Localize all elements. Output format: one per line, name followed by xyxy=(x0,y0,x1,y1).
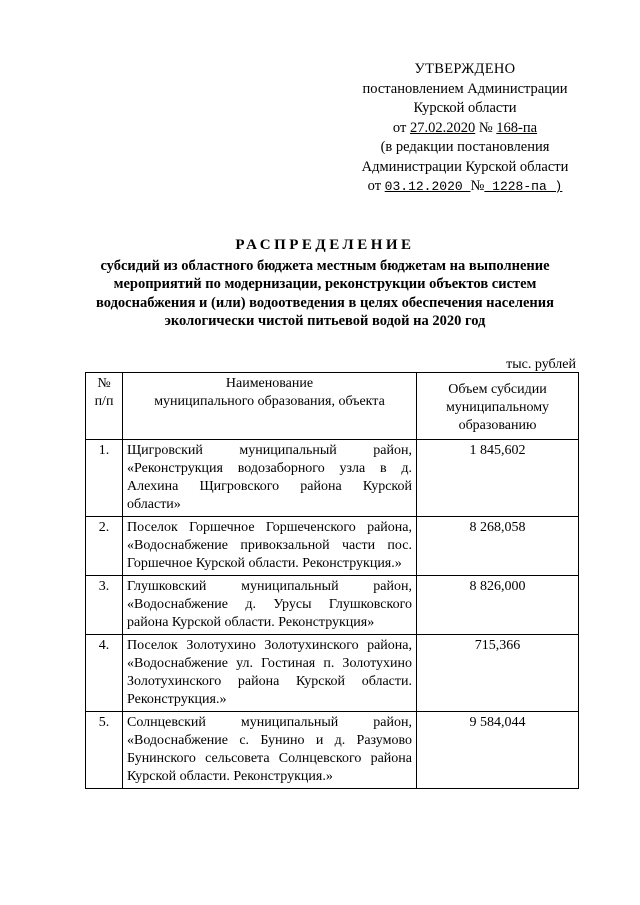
header-number xyxy=(86,373,123,440)
row-number: 1. xyxy=(86,440,123,517)
subsidy-table xyxy=(85,372,579,789)
heading-line-4: экологически чистой питьевой водой на 2020 год xyxy=(164,313,486,329)
table-row xyxy=(86,712,579,789)
row-sum: 8 826,000 xyxy=(417,576,579,635)
units-label: тыс. рублей xyxy=(506,357,576,372)
row-number: 2. xyxy=(86,517,123,576)
approval-date: 27.02.2020 xyxy=(409,119,476,136)
approval-date-prefix: от xyxy=(392,119,410,136)
approval-number-prefix: № xyxy=(475,119,497,136)
table-row xyxy=(86,635,579,712)
approval-number: 168-па xyxy=(496,119,538,136)
header-number-line-2: п/п xyxy=(94,394,114,409)
row-sum: 9 584,044 xyxy=(417,712,579,789)
heading-line-2: мероприятий по модернизации, реконструкции объектов систем xyxy=(113,276,537,292)
approval-title: УТВЕРЖДЕНО xyxy=(414,61,516,77)
row-sum: 715,366 xyxy=(417,635,579,712)
heading-line-3: водоснабжения и (или) водоотведения в целях обеспечения населения xyxy=(96,294,554,311)
approval-line-6: Администрации Курской области xyxy=(361,158,569,175)
revision-number: 1228-па ) xyxy=(484,179,563,194)
approval-stamp xyxy=(330,60,600,197)
header-name-line-1: Наименование xyxy=(225,376,314,391)
revision-date: 03.12.2020 xyxy=(384,179,471,194)
header-name-line-2: муниципального образования, объекта xyxy=(154,394,385,409)
revision-date-line xyxy=(330,177,600,197)
header-number-line-1: № xyxy=(97,376,111,391)
row-name: Щигровский муниципальный район, «Реконструкция водозаборного узла в д. Алехина Щигровского района Курской области» xyxy=(123,440,417,517)
table-row xyxy=(86,576,579,635)
row-name: Поселок Золотухино Золотухинского района, «Водоснабжение ул. Гостиная п. Золотухино Золотухинского района Курской области. Реконструкция.» xyxy=(123,635,417,712)
approval-line-3: Курской области xyxy=(413,100,517,116)
row-number: 4. xyxy=(86,635,123,712)
approval-date-line xyxy=(330,119,600,139)
row-number: 3. xyxy=(86,576,123,635)
row-name: Солнцевский муниципальный район, «Водоснабжение с. Бунино и д. Разумово Бунинского сельсовета Солнцевского района Курской области. Реконструкция.» xyxy=(123,712,417,789)
revision-number-prefix: № xyxy=(470,178,485,194)
approval-line-2: постановлением Администрации xyxy=(362,80,568,97)
header-sum-text: Объем субсидии муниципальному образованию xyxy=(445,382,550,433)
heading-line-1: субсидий из областного бюджета местным бюджетам на выполнение xyxy=(100,257,550,274)
row-sum: 8 268,058 xyxy=(417,517,579,576)
table-header-row xyxy=(86,373,579,440)
row-name: Поселок Горшечное Горшеченского района, «Водоснабжение привокзальной части пос. Горшечное Курской области. Реконструкция.» xyxy=(123,517,417,576)
table-row xyxy=(86,517,579,576)
document-heading xyxy=(60,236,590,331)
row-sum: 1 845,602 xyxy=(417,440,579,517)
header-name xyxy=(123,373,417,440)
header-sum xyxy=(417,373,579,440)
approval-line-5: (в редакции постановления xyxy=(380,139,550,155)
document-title: РАСПРЕДЕЛЕНИЕ xyxy=(235,237,415,253)
table-row xyxy=(86,440,579,517)
revision-date-prefix: от xyxy=(367,178,385,194)
row-number: 5. xyxy=(86,712,123,789)
row-name: Глушковский муниципальный район, «Водоснабжение д. Урусы Глушковского района Курской области. Реконструкция» xyxy=(123,576,417,635)
